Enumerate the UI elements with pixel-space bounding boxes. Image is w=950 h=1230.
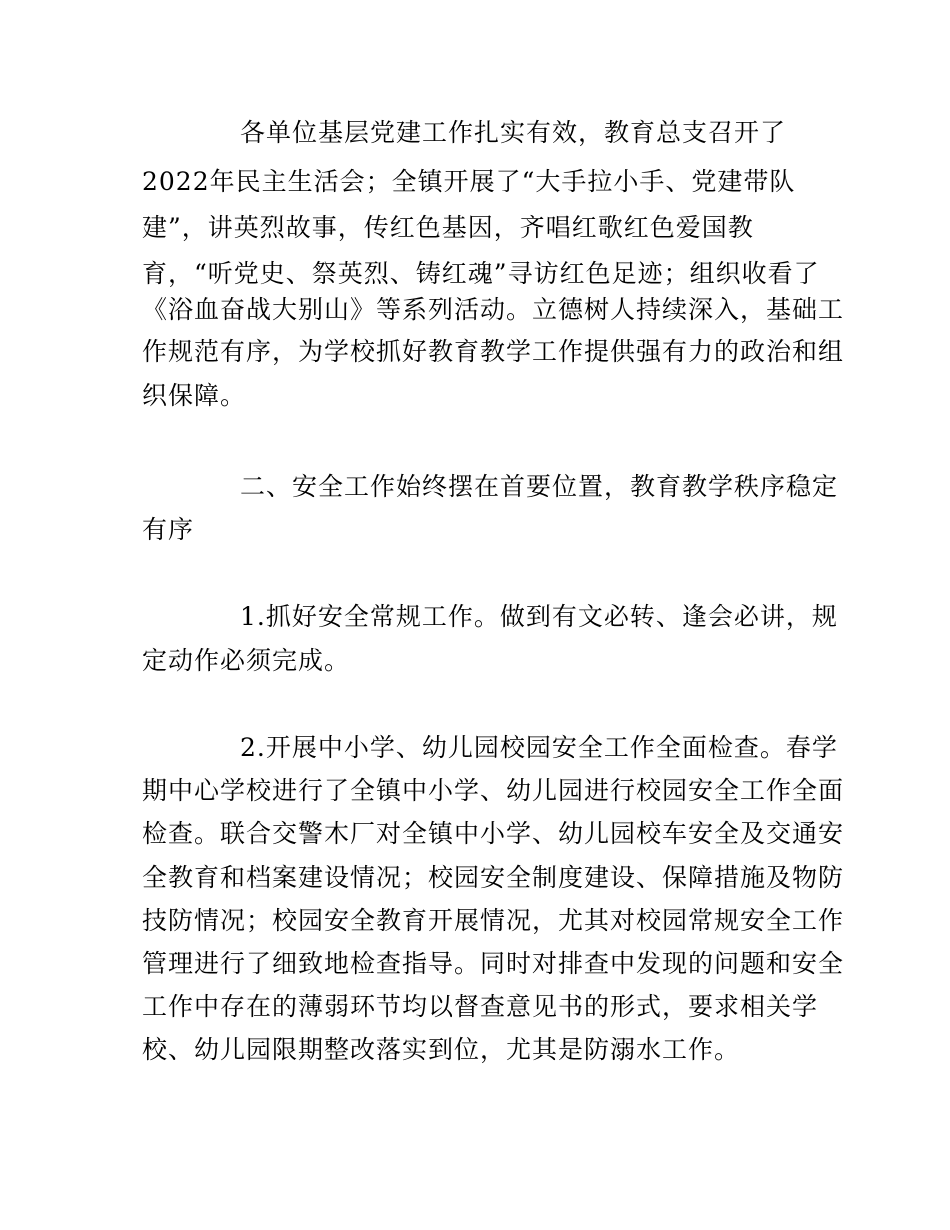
text-line: 2022年民主生活会；全镇开展了“大手拉小手、党建带队	[142, 167, 796, 196]
text-line: 1.抓好安全常规工作。做到有文必转、逢会必讲，规	[240, 602, 838, 631]
text-line: 作规范有序，为学校抓好教育教学工作提供强有力的政治和组	[142, 337, 845, 366]
text-line: 定动作必须完成。	[142, 646, 351, 675]
heading-line: 二、安全工作始终摆在首要位置，教育教学秩序稳定	[240, 472, 839, 501]
text-line: 育，“听党史、祭英烈、铸红魂”寻访红色足迹；组织收看了	[142, 259, 820, 288]
text-line: 2.开展中小学、幼儿园校园安全工作全面检查。春学	[240, 733, 838, 762]
text-line: 《浴血奋战大别山》等系列活动。立德树人持续深入，基础工	[142, 295, 845, 324]
text-line: 建”，讲英烈故事，传红色基因，齐唱红歌红色爱国教	[142, 213, 754, 242]
text-line: 校、幼儿园限期整改落实到位，尤其是防溺水工作。	[142, 1035, 741, 1064]
text-line: 检查。联合交警木厂对全镇中小学、幼儿园校车安全及交通安	[142, 819, 845, 848]
text-line: 管理进行了细致地检查指导。同时对排查中发现的问题和安全	[142, 949, 845, 978]
text-line: 织保障。	[142, 381, 247, 410]
heading-line: 有序	[142, 515, 195, 544]
text-line: 工作中存在的薄弱环节均以督查意见书的形式，要求相关学	[142, 992, 819, 1021]
text-line: 各单位基层党建工作扎实有效，教育总支召开了	[240, 118, 787, 147]
text-line: 技防情况；校园安全教育开展情况，尤其对校园常规安全工作	[142, 906, 845, 935]
text-line: 全教育和档案建设情况；校园安全制度建设、保障措施及物防	[142, 863, 845, 892]
text-line: 期中心学校进行了全镇中小学、幼儿园进行校园安全工作全面	[142, 776, 845, 805]
